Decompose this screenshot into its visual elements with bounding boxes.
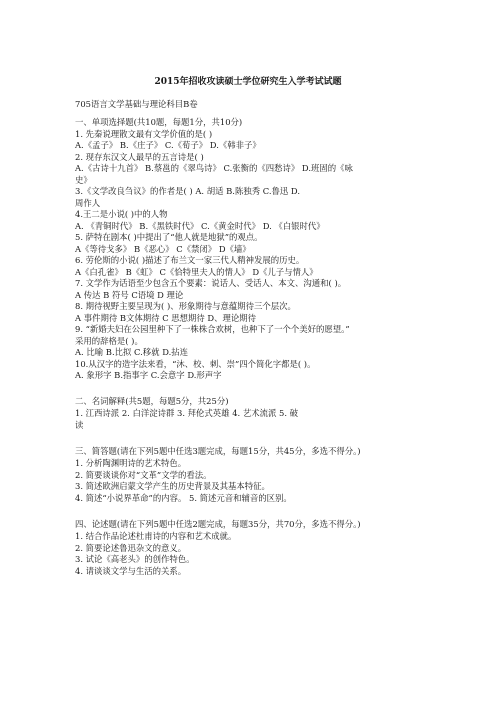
single-choice-line: 6. 劳伦斯的小说( )描述了布兰文一家三代人精神发展的历史。 xyxy=(75,255,305,265)
single-choice-line: 1. 先秦说理散文最有文学价值的是( ) xyxy=(75,128,213,139)
single-choice-line: 8. 期待视野主要呈现为( )、形象期待与意蕴期待三个层次。 xyxy=(75,301,296,311)
page-title: 2015年招收攻读硕士学位研究生入学考试试题 xyxy=(154,77,342,87)
single-choice-line: 采用的辞格是( )。 xyxy=(75,335,143,346)
single-choice-line: 9. “新婚夫妇在公园里种下了一株株合欢树，也种下了一个个美好的愿望。” xyxy=(75,324,350,334)
term-explanation-line: 1. 江西诗派 2. 白洋淀诗群 3. 拜伦式英雄 4. 艺术流派 5. 破 xyxy=(75,408,299,418)
short-answer-line: 1. 分析陶渊明诗的艺术特色。 xyxy=(75,458,187,468)
essay-line: 1. 结合作品论述杜甫诗的内容和艺术成就。 xyxy=(75,531,237,541)
single-choice-line: A. 比喻 B.比拟 C.移就 D.拈连 xyxy=(75,347,189,357)
single-choice-line: 3.《文学改良刍议》的作者是( ) A. 胡适 B.陈独秀 C.鲁迅 D. xyxy=(75,186,300,196)
short-answer-line: 2. 简要谈谈你对“文革”文学的看法。 xyxy=(75,469,212,480)
essay-line: 2. 简要论述鲁迅杂文的意义。 xyxy=(75,542,187,553)
single-choice-line: 史》 xyxy=(75,174,92,185)
single-choice-line: A《白孔雀》 B《虹》 C《恰特里夫人的情人》 D《儿子与情人》 xyxy=(75,266,318,277)
short-answer-line: 3. 简述欧洲启蒙文学产生的历史背景及其基本特征。 xyxy=(75,481,270,491)
single-choice-line: 2. 现存东汉文人最早的五言诗是( ) xyxy=(75,151,204,162)
essay-line: 4. 请谈谈文学与生活的关系。 xyxy=(75,565,187,576)
single-choice-line: A 传达 B 符号 C语境 D 理论 xyxy=(75,289,184,300)
essay-line: 3. 试论《高老头》的创作特色。 xyxy=(75,554,195,564)
single-choice-line: A.《古诗十九首》 B.蔡邕的《翠鸟诗》 C.张衡的《四愁诗》 D.班固的《咏 xyxy=(75,163,353,173)
single-choice-line: 7. 文学作为话语至少包含五个要素：说话人、受话人、本文、沟通和( )。 xyxy=(75,278,347,288)
section-heading-term-explanation: 二、名词解释(共5题，每题5分，共25分) xyxy=(75,396,229,406)
single-choice-line: 10.从汉字的造字法来看，“沐、校、刺、崇”四个简化字都是( )。 xyxy=(75,358,316,369)
exam-subject: 705语言文学基础与理论科目B卷 xyxy=(75,99,198,109)
single-choice-line: 周作人 xyxy=(75,197,101,208)
single-choice-line: A 事件期待 B文体期待 C 思想期待 D、理论期待 xyxy=(75,312,257,323)
single-choice-line: A《等待戈多》 B《恶心》 C《禁闭》 D《墙》 xyxy=(75,243,251,254)
section-heading-essay: 四、论述题(请在下列5题中任选2题完成，每题35分，共70分，多选不得分。) xyxy=(75,519,361,529)
single-choice-line: A.《孟子》 B.《庄子》 C.《荀子》 D.《韩非子》 xyxy=(75,140,261,150)
term-explanation-line: 读 xyxy=(75,419,84,430)
single-choice-line: A. 《青铜时代》 B.《黑铁时代》 C.《黄金时代》 D. 《白银时代》 xyxy=(75,220,325,231)
section-heading-single-choice: 一、单项选择题(共10题，每题1分，共10分) xyxy=(75,117,243,127)
single-choice-line: 4.王二是小说( )中的人物 xyxy=(75,209,168,219)
section-heading-short-answer: 三、简答题(请在下列5题中任选3题完成，每题15分，共45分，多选不得分。) xyxy=(75,446,361,456)
single-choice-line: A. 象形字 B.指事字 C.会意字 D.形声字 xyxy=(75,370,222,380)
short-answer-line: 4. 简述“小说界革命”的内容。 5. 简述元音和辅音的区别。 xyxy=(75,492,292,503)
single-choice-line: 5. 萨特在剧本( )中提出了“他人就是地狱”的观点。 xyxy=(75,232,263,242)
